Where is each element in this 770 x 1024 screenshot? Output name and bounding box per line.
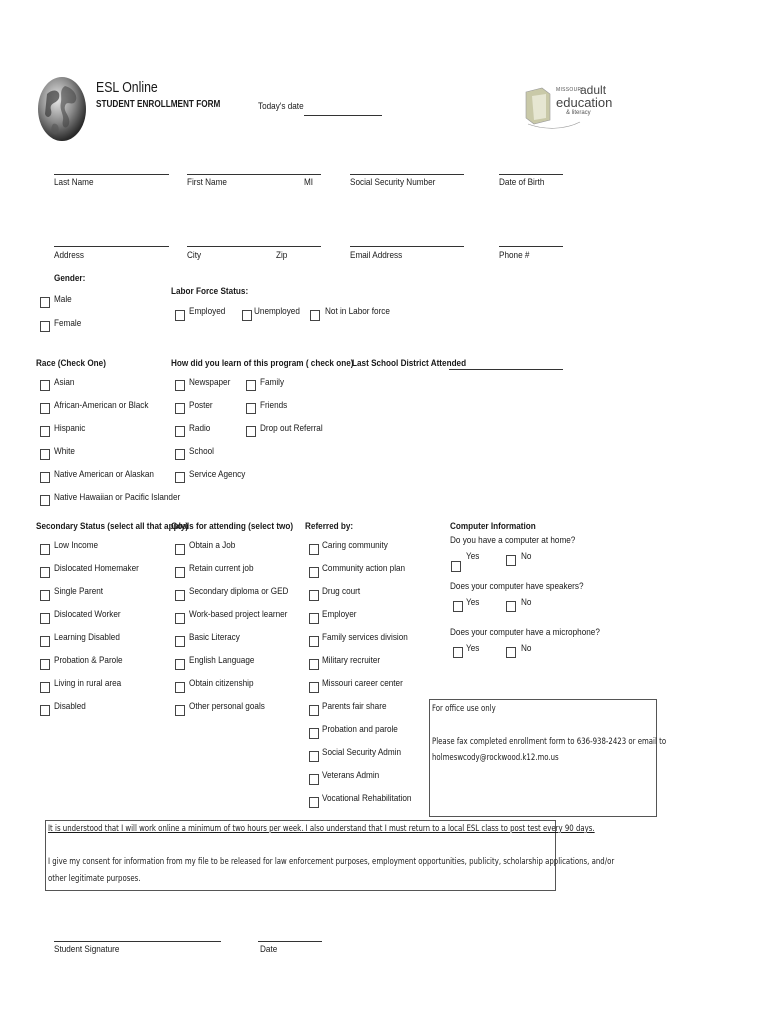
office-use-label: For office use only: [432, 704, 496, 714]
form-subtitle: STUDENT ENROLLMENT FORM: [96, 99, 221, 110]
zip-label: Zip: [276, 250, 288, 261]
secondary-checkbox[interactable]: [40, 590, 50, 601]
referred-option: Military recruiter: [322, 655, 381, 666]
referred-checkbox[interactable]: [309, 774, 319, 785]
race-option: Native Hawaiian or Pacific Islander: [54, 492, 181, 503]
computer-q1-no-label: No: [521, 551, 532, 562]
learn-option: Drop out Referral: [260, 423, 323, 434]
goals-option: Other personal goals: [189, 701, 265, 712]
labor-force-label: Labor Force Status:: [171, 286, 249, 297]
referred-checkbox[interactable]: [309, 636, 319, 647]
computer-q2-yes-checkbox[interactable]: [453, 601, 463, 612]
computer-q3-yes-label: Yes: [466, 643, 480, 654]
referred-checkbox[interactable]: [309, 590, 319, 601]
email-field[interactable]: [350, 246, 464, 247]
learn-checkbox[interactable]: [175, 472, 185, 483]
goals-option: Work-based project learner: [189, 609, 288, 620]
learn-checkbox[interactable]: [175, 380, 185, 391]
todays-date-label: Today's date: [258, 101, 304, 112]
gender-female-label: Female: [54, 318, 82, 329]
address-field[interactable]: [54, 246, 169, 247]
referred-option: Missouri career center: [322, 678, 403, 689]
first-name-field[interactable]: [187, 174, 321, 175]
learn-checkbox[interactable]: [246, 380, 256, 391]
learn-checkbox[interactable]: [246, 426, 256, 437]
secondary-label: Secondary Status (select all that apply): [36, 521, 189, 532]
computer-q2-no-checkbox[interactable]: [506, 601, 516, 612]
secondary-checkbox[interactable]: [40, 682, 50, 693]
goals-option: Obtain a Job: [189, 540, 236, 551]
referred-option: Parents fair share: [322, 701, 387, 712]
computer-q1-no-checkbox[interactable]: [506, 555, 516, 566]
consent-line1: It is understood that I will work online a minimum of two hours per week. I also understand that I must return to a local ESL class to post test every 90 days.: [48, 824, 595, 834]
consent-line2: I give my consent for information from my file to be released for law enforcement purposes, employment opportunities, publicity, scholarship applications, and/or: [48, 857, 615, 867]
learn-checkbox[interactable]: [175, 403, 185, 414]
secondary-checkbox[interactable]: [40, 567, 50, 578]
district-field[interactable]: [449, 369, 563, 370]
learn-checkbox[interactable]: [246, 403, 256, 414]
labor-employed-checkbox[interactable]: [175, 310, 185, 321]
labor-unemployed-label: Unemployed: [254, 306, 300, 317]
secondary-option: Living in rural area: [54, 678, 122, 689]
computer-q3-no-label: No: [521, 643, 532, 654]
referred-checkbox[interactable]: [309, 613, 319, 624]
race-checkbox[interactable]: [40, 380, 50, 391]
race-option: White: [54, 446, 75, 457]
secondary-option: Single Parent: [54, 586, 104, 597]
ssn-label: Social Security Number: [350, 177, 436, 188]
secondary-checkbox[interactable]: [40, 659, 50, 670]
consent-line3: other legitimate purposes.: [48, 874, 141, 884]
dob-field[interactable]: [499, 174, 563, 175]
referred-option: Probation and parole: [322, 724, 398, 735]
computer-q1: Do you have a computer at home?: [450, 535, 576, 546]
referred-option: Community action plan: [322, 563, 406, 574]
goals-checkbox[interactable]: [175, 705, 185, 716]
goals-checkbox[interactable]: [175, 613, 185, 624]
goals-label: Goals for attending (select two): [171, 521, 294, 532]
gender-male-checkbox[interactable]: [40, 297, 50, 308]
referred-checkbox[interactable]: [309, 797, 319, 808]
computer-q2-no-label: No: [521, 597, 532, 608]
goals-checkbox[interactable]: [175, 636, 185, 647]
race-checkbox[interactable]: [40, 449, 50, 460]
learn-label: How did you learn of this program ( check one): [171, 358, 354, 369]
labor-not-in-force-checkbox[interactable]: [310, 310, 320, 321]
secondary-checkbox[interactable]: [40, 544, 50, 555]
race-label: Race (Check One): [36, 358, 106, 369]
dob-label: Date of Birth: [499, 177, 545, 188]
labor-not-in-force-label: Not in Labor force: [325, 306, 390, 317]
last-name-label: Last Name: [54, 177, 94, 188]
learn-checkbox[interactable]: [175, 449, 185, 460]
race-checkbox[interactable]: [40, 403, 50, 414]
last-name-field[interactable]: [54, 174, 169, 175]
logo-adult-text: adult: [580, 83, 607, 97]
office-fax-line1: Please fax completed enrollment form to 636-938-2423 or email to: [432, 737, 667, 747]
logo-literacy-text: & literacy: [566, 110, 591, 116]
goals-option: English Language: [189, 655, 255, 666]
referred-option: Family services division: [322, 632, 408, 643]
computer-q1-yes-checkbox[interactable]: [451, 561, 461, 572]
office-fax-line2: holmeswcody@rockwood.k12.mo.us: [432, 753, 559, 763]
email-label: Email Address: [350, 250, 403, 261]
todays-date-field[interactable]: [304, 115, 382, 116]
signature-date-field[interactable]: [258, 941, 322, 942]
secondary-option: Dislocated Homemaker: [54, 563, 139, 574]
city-zip-field[interactable]: [187, 246, 321, 247]
learn-option: Newspaper: [189, 377, 231, 388]
district-label: Last School District Attended: [352, 358, 467, 369]
referred-checkbox[interactable]: [309, 705, 319, 716]
race-checkbox[interactable]: [40, 472, 50, 483]
computer-q2-yes-label: Yes: [466, 597, 480, 608]
globe-logo: [37, 76, 87, 142]
race-option: Hispanic: [54, 423, 86, 434]
referred-option: Social Security Admin: [322, 747, 402, 758]
learn-option: Radio: [189, 423, 211, 434]
secondary-option: Disabled: [54, 701, 86, 712]
referred-option: Employer: [322, 609, 357, 620]
phone-field[interactable]: [499, 246, 563, 247]
referred-checkbox[interactable]: [309, 751, 319, 762]
phone-label: Phone #: [499, 250, 530, 261]
race-option: Native American or Alaskan: [54, 469, 154, 480]
goals-checkbox[interactable]: [175, 544, 185, 555]
mi-label: MI: [304, 177, 314, 188]
computer-q1-yes-label: Yes: [466, 551, 480, 562]
learn-option: Family: [260, 377, 285, 388]
referred-option: Drug court: [322, 586, 361, 597]
goals-option: Basic Literacy: [189, 632, 240, 643]
referred-option: Vocational Rehabilitation: [322, 793, 412, 804]
referred-checkbox[interactable]: [309, 544, 319, 555]
referred-label: Referred by:: [305, 521, 354, 532]
race-checkbox[interactable]: [40, 426, 50, 437]
student-signature-label: Student Signature: [54, 944, 120, 955]
secondary-option: Low Income: [54, 540, 99, 551]
referred-option: Caring community: [322, 540, 388, 551]
learn-option: Poster: [189, 400, 213, 411]
race-option: African-American or Black: [54, 400, 149, 411]
computer-q3-no-checkbox[interactable]: [506, 647, 516, 658]
secondary-checkbox[interactable]: [40, 636, 50, 647]
race-option: Asian: [54, 377, 75, 388]
computer-q2: Does your computer have speakers?: [450, 581, 584, 592]
signature-date-label: Date: [260, 944, 278, 955]
race-checkbox[interactable]: [40, 495, 50, 506]
logo-education-text: education: [556, 95, 613, 110]
secondary-checkbox[interactable]: [40, 705, 50, 716]
ssn-field[interactable]: [350, 174, 464, 175]
logo-missouri-text: MISSOURI: [556, 87, 584, 93]
computer-q3: Does your computer have a microphone?: [450, 627, 600, 638]
referred-option: Veterans Admin: [322, 770, 380, 781]
computer-label: Computer Information: [450, 521, 536, 532]
goals-checkbox[interactable]: [175, 590, 185, 601]
learn-option: Service Agency: [189, 469, 246, 480]
goals-checkbox[interactable]: [175, 659, 185, 670]
goals-option: Retain current job: [189, 563, 254, 574]
gender-female-checkbox[interactable]: [40, 321, 50, 332]
learn-option: Friends: [260, 400, 288, 411]
address-label: Address: [54, 250, 84, 261]
labor-employed-label: Employed: [189, 306, 226, 317]
gender-label: Gender:: [54, 273, 86, 284]
city-label: City: [187, 250, 202, 261]
goals-option: Secondary diploma or GED: [189, 586, 289, 597]
computer-q3-yes-checkbox[interactable]: [453, 647, 463, 658]
labor-unemployed-checkbox[interactable]: [242, 310, 252, 321]
goals-checkbox[interactable]: [175, 567, 185, 578]
first-name-label: First Name: [187, 177, 227, 188]
goals-checkbox[interactable]: [175, 682, 185, 693]
student-signature-field[interactable]: [54, 941, 221, 942]
secondary-checkbox[interactable]: [40, 613, 50, 624]
learn-option: School: [189, 446, 214, 457]
referred-checkbox[interactable]: [309, 567, 319, 578]
referred-checkbox[interactable]: [309, 682, 319, 693]
form-title: ESL Online: [96, 79, 158, 96]
secondary-option: Probation & Parole: [54, 655, 123, 666]
referred-checkbox[interactable]: [309, 728, 319, 739]
adult-education-logo: [524, 83, 613, 132]
secondary-option: Dislocated Worker: [54, 609, 121, 620]
goals-option: Obtain citizenship: [189, 678, 254, 689]
learn-checkbox[interactable]: [175, 426, 185, 437]
gender-male-label: Male: [54, 294, 72, 305]
secondary-option: Learning Disabled: [54, 632, 120, 643]
referred-checkbox[interactable]: [309, 659, 319, 670]
